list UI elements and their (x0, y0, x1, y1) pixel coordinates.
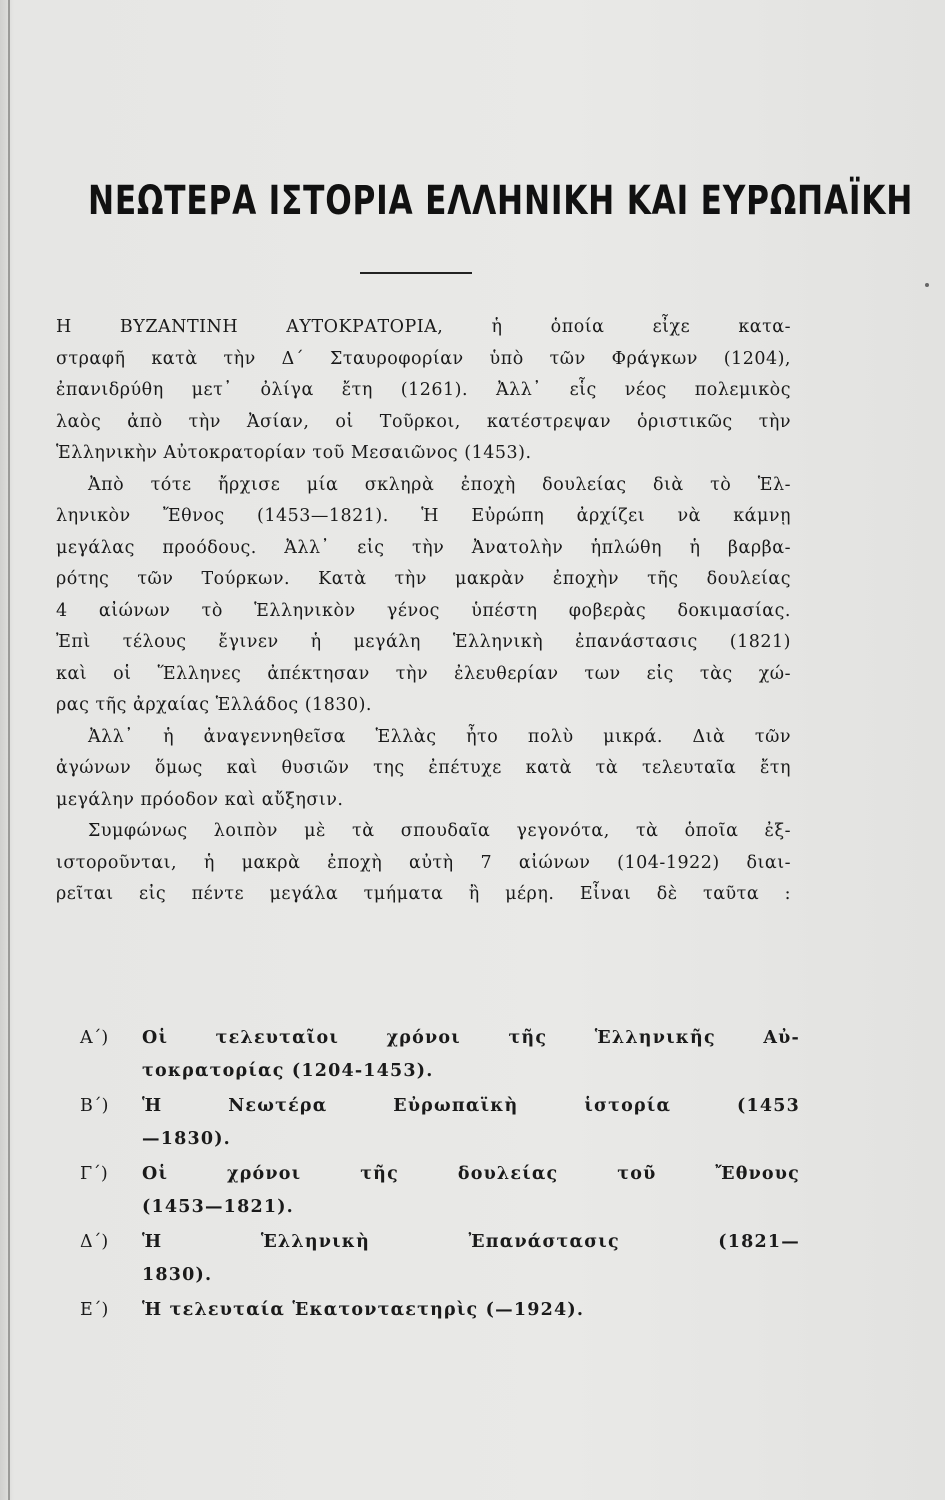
print-speck (925, 283, 929, 287)
list-item-text: (1453—1821). (142, 1197, 294, 1217)
text-line: ληνικὸν Ἔθνος (1453—1821). Ἡ Εὐρώπη ἀρχίζει νὰ κάμνῃ (56, 506, 791, 526)
title-rule-divider (360, 272, 472, 274)
main-text (56, 312, 791, 911)
text-line: Ἀλλ᾽ ἡ ἀναγεννηθεῖσα Ἑλλὰς ἦτο πολὺ μικρά. Διὰ τῶν (88, 726, 791, 747)
list-item-text: τοκρατορίας (1204-1453). (142, 1061, 434, 1081)
text-line: ἀγώνων ὅμως καὶ θυσιῶν της ἐπέτυχε κατὰ τὰ τελευταῖα ἔτη (56, 758, 791, 778)
list-item-letter: Δ΄) (80, 1232, 109, 1252)
section-list (80, 1022, 800, 1329)
text-line: Η ΒΥΖΑΝΤΙΝΗ ΑΥΤΟΚΡΑΤΟΡΙΑ, ἡ ὁποία εἶχε κατα- (56, 317, 791, 337)
text-line: ρότης τῶν Τούρκων. Κατὰ τὴν μακρὰν ἐποχὴν τῆς δουλείας (56, 569, 791, 589)
list-item-letter: Β΄) (80, 1096, 109, 1116)
list-item-letter: Γ΄) (80, 1164, 108, 1184)
list-item (80, 1090, 800, 1156)
text-line: Συμφώνως λοιπὸν μὲ τὰ σπουδαῖα γεγονότα, τὰ ὁποῖα ἐξ- (88, 821, 791, 841)
text-line: ἐπανιδρύθη μετ᾽ ὀλίγα ἔτη (1261). Ἀλλ᾽ εἷς νέος πολεμικὸς (56, 380, 791, 400)
list-item-letter: Ε΄) (80, 1300, 109, 1320)
list-item (80, 1022, 800, 1088)
list-item (80, 1158, 800, 1224)
text-line: ρεῖται εἰς πέντε μεγάλα τμήματα ἢ μέρη. Εἶναι δὲ ταῦτα : (56, 884, 791, 904)
list-item-text: —1830). (142, 1129, 231, 1149)
list-item-text: 1830). (142, 1265, 213, 1285)
list-item-text: Ἡ Νεωτέρα Εὐρωπαϊκὴ ἱστορία (1453 (142, 1096, 800, 1116)
text-line: στραφῆ κατὰ τὴν Δ΄ Σταυροφορίαν ὑπὸ τῶν Φράγκων (1204), (56, 348, 791, 369)
list-item (80, 1294, 800, 1327)
text-line: ιστοροῦνται, ἡ μακρὰ ἐποχὴ αὐτὴ 7 αἰώνων (104-1922) διαι- (56, 852, 791, 873)
list-item-text: Οἱ τελευταῖοι χρόνοι τῆς Ἑλληνικῆς Αὐ- (142, 1028, 800, 1048)
list-item (80, 1226, 800, 1292)
text-line: μεγάλην πρόοδον καὶ αὔξησιν. (56, 789, 344, 810)
list-item-text: Ἡ Ἑλληνικὴ Ἐπανάστασις (1821— (142, 1232, 800, 1252)
text-line: 4 αἰώνων τὸ Ἑλληνικὸν γένος ὑπέστη φοβερὰς δοκιμασίας. (56, 600, 791, 621)
text-line: μεγάλας προόδους. Ἀλλ᾽ εἰς τὴν Ἀνατολὴν ἡπλώθη ἡ βαρβα- (56, 537, 791, 558)
text-line: Ἀπὸ τότε ἤρχισε μία σκληρὰ ἐποχὴ δουλείας διὰ τὸ Ἑλ- (88, 474, 791, 495)
list-item-text: Οἱ χρόνοι τῆς δουλείας τοῦ Ἔθνους (142, 1164, 800, 1184)
list-item-text: Ἡ τελευταία Ἑκατονταετηρὶς (—1924). (142, 1300, 585, 1320)
text-line: Ἐπὶ τέλους ἔγινεν ἡ μεγάλη Ἑλληνικὴ ἐπανάστασις (1821) (56, 632, 791, 652)
text-line: καὶ οἱ Ἕλληνες ἀπέκτησαν τὴν ἐλευθερίαν των εἰς τὰς χώ- (56, 663, 791, 684)
text-line: Ἑλληνικὴν Αὐτοκρατορίαν τοῦ Μεσαιῶνος (1453). (56, 443, 532, 463)
text-line: λαὸς ἀπὸ τὴν Ἀσίαν, οἱ Τοῦρκοι, κατέστρεψαν ὁριστικῶς τὴν (56, 411, 791, 432)
list-item-letter: Α΄) (80, 1028, 109, 1048)
page-title: ΝΕΩΤΕΡΑ ΙΣΤΟΡΙΑ ΕΛΛΗΝΙΚΗ ΚΑΙ ΕΥΡΩΠΑΪΚΗ (88, 178, 914, 224)
text-line: ρας τῆς ἀρχαίας Ἑλλάδος (1830). (56, 695, 372, 715)
page-spine-edge (8, 0, 10, 1500)
